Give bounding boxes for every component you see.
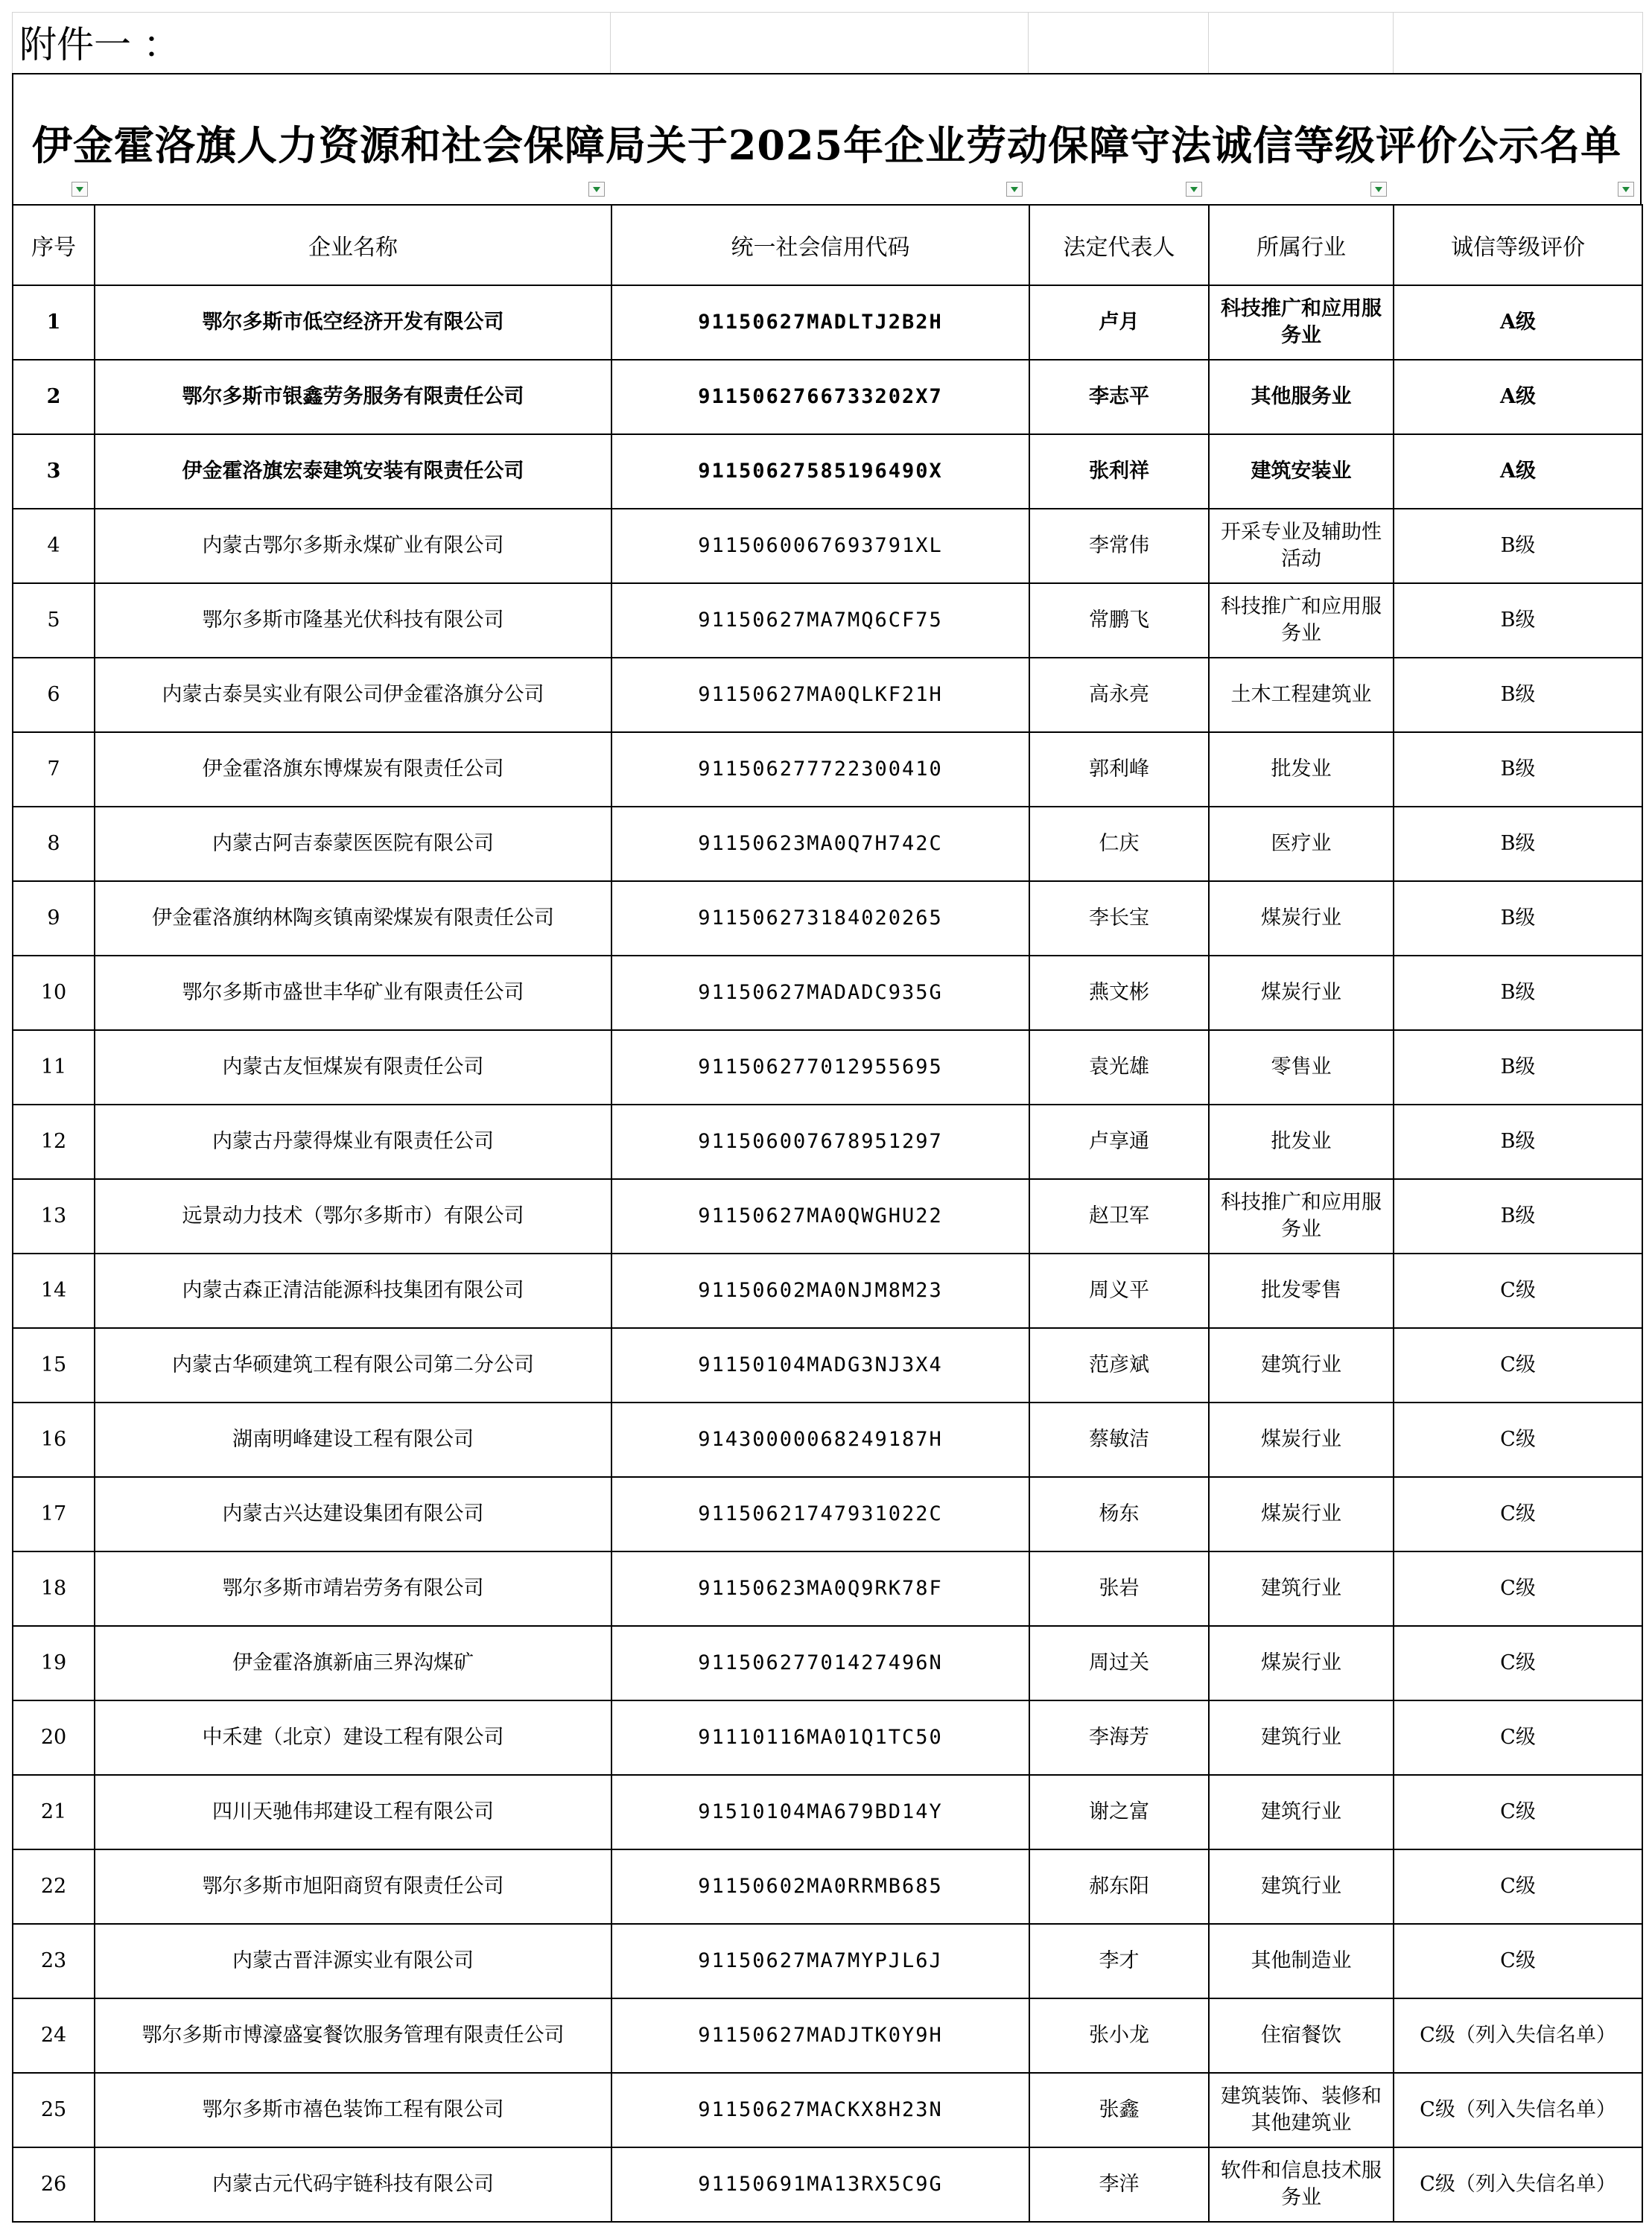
cell-legal-rep: 李常伟 bbox=[1029, 509, 1209, 583]
cell-company-name: 远景动力技术（鄂尔多斯市）有限公司 bbox=[95, 1179, 611, 1254]
cell-no: 11 bbox=[13, 1030, 95, 1105]
cell-credit-code: 91150627MA0QLKF21H bbox=[611, 658, 1029, 732]
cell-legal-rep: 卢享通 bbox=[1029, 1105, 1209, 1179]
column-header-industry: 所属行业 bbox=[1209, 205, 1394, 285]
credit-rating-table bbox=[12, 204, 1643, 2223]
cell-company-name: 内蒙古森正清洁能源科技集团有限公司 bbox=[95, 1254, 611, 1328]
cell-no: 6 bbox=[13, 658, 95, 732]
cell-no: 21 bbox=[13, 1775, 95, 1849]
table-row bbox=[13, 285, 1642, 360]
cell-grade: C级 bbox=[1394, 1477, 1642, 1551]
cell-credit-code: 91150627MA7MYPJL6J bbox=[611, 1924, 1029, 1998]
cell-no: 13 bbox=[13, 1179, 95, 1254]
cell-company-name: 伊金霍洛旗纳林陶亥镇南梁煤炭有限责任公司 bbox=[95, 881, 611, 956]
table-header-row bbox=[13, 205, 1642, 285]
cell-legal-rep: 周义平 bbox=[1029, 1254, 1209, 1328]
table-row bbox=[13, 1477, 1642, 1551]
table-row bbox=[13, 1328, 1642, 1403]
cell-industry: 住宿餐饮 bbox=[1209, 1998, 1394, 2073]
cell-grade: C级 bbox=[1394, 1775, 1642, 1849]
table-row bbox=[13, 583, 1642, 658]
table-row bbox=[13, 1551, 1642, 1626]
cell-legal-rep: 李志平 bbox=[1029, 360, 1209, 434]
cell-industry: 土木工程建筑业 bbox=[1209, 658, 1394, 732]
cell-credit-code: 91150691MA13RX5C9G bbox=[611, 2147, 1029, 2222]
cell-industry: 煤炭行业 bbox=[1209, 956, 1394, 1030]
filter-dropdown-icon[interactable] bbox=[1370, 182, 1387, 197]
cell-industry: 软件和信息技术服务业 bbox=[1209, 2147, 1394, 2222]
cell-credit-code: 911506007678951297 bbox=[611, 1105, 1029, 1179]
cell-credit-code: 91150627MADLTJ2B2H bbox=[611, 285, 1029, 360]
filter-dropdown-icon[interactable] bbox=[588, 182, 605, 197]
cell-grade: B级 bbox=[1394, 509, 1642, 583]
cell-industry: 煤炭行业 bbox=[1209, 1403, 1394, 1477]
cell-company-name: 内蒙古阿吉泰蒙医医院有限公司 bbox=[95, 807, 611, 881]
cell-legal-rep: 范彦斌 bbox=[1029, 1328, 1209, 1403]
cell-no: 18 bbox=[13, 1551, 95, 1626]
cell-company-name: 伊金霍洛旗新庙三界沟煤矿 bbox=[95, 1626, 611, 1700]
cell-company-name: 鄂尔多斯市靖岩劳务有限公司 bbox=[95, 1551, 611, 1626]
cell-credit-code: 91150627701427496N bbox=[611, 1626, 1029, 1700]
cell-grade: B级 bbox=[1394, 807, 1642, 881]
cell-industry: 开采专业及辅助性活动 bbox=[1209, 509, 1394, 583]
cell-no: 1 bbox=[13, 285, 95, 360]
cell-industry: 医疗业 bbox=[1209, 807, 1394, 881]
cell-no: 16 bbox=[13, 1403, 95, 1477]
table-row bbox=[13, 434, 1642, 509]
table-row bbox=[13, 1030, 1642, 1105]
cell-legal-rep: 李长宝 bbox=[1029, 881, 1209, 956]
table-row bbox=[13, 509, 1642, 583]
table-row bbox=[13, 1105, 1642, 1179]
cell-grade: C级（列入失信名单） bbox=[1394, 2147, 1642, 2222]
cell-company-name: 内蒙古友恒煤炭有限责任公司 bbox=[95, 1030, 611, 1105]
cell-industry: 煤炭行业 bbox=[1209, 1626, 1394, 1700]
cell-no: 17 bbox=[13, 1477, 95, 1551]
filter-dropdown-icon[interactable] bbox=[72, 182, 88, 197]
cell-company-name: 内蒙古兴达建设集团有限公司 bbox=[95, 1477, 611, 1551]
cell-credit-code: 9115062766733202X7 bbox=[611, 360, 1029, 434]
cell-no: 10 bbox=[13, 956, 95, 1030]
cell-grade: B级 bbox=[1394, 732, 1642, 807]
cell-industry: 建筑安装业 bbox=[1209, 434, 1394, 509]
cell-legal-rep: 常鹏飞 bbox=[1029, 583, 1209, 658]
sheet-gridlines bbox=[12, 12, 1643, 73]
cell-grade: A级 bbox=[1394, 285, 1642, 360]
cell-industry: 其他服务业 bbox=[1209, 360, 1394, 434]
cell-legal-rep: 赵卫军 bbox=[1029, 1179, 1209, 1254]
table-row bbox=[13, 1849, 1642, 1924]
filter-dropdown-icon[interactable] bbox=[1618, 182, 1634, 197]
cell-credit-code: 91150621747931022C bbox=[611, 1477, 1029, 1551]
cell-no: 7 bbox=[13, 732, 95, 807]
table-row bbox=[13, 1626, 1642, 1700]
cell-company-name: 鄂尔多斯市银鑫劳务服务有限责任公司 bbox=[95, 360, 611, 434]
cell-credit-code: 91150627MA7MQ6CF75 bbox=[611, 583, 1029, 658]
cell-legal-rep: 卢月 bbox=[1029, 285, 1209, 360]
cell-credit-code: 91150104MADG3NJ3X4 bbox=[611, 1328, 1029, 1403]
column-header-no: 序号 bbox=[13, 205, 95, 285]
cell-grade: C级（列入失信名单） bbox=[1394, 2073, 1642, 2147]
table-row bbox=[13, 956, 1642, 1030]
cell-no: 23 bbox=[13, 1924, 95, 1998]
cell-legal-rep: 郭利峰 bbox=[1029, 732, 1209, 807]
cell-legal-rep: 杨东 bbox=[1029, 1477, 1209, 1551]
cell-industry: 科技推广和应用服务业 bbox=[1209, 583, 1394, 658]
cell-grade: B级 bbox=[1394, 658, 1642, 732]
cell-grade: C级 bbox=[1394, 1328, 1642, 1403]
cell-industry: 其他制造业 bbox=[1209, 1924, 1394, 1998]
cell-industry: 批发业 bbox=[1209, 732, 1394, 807]
cell-legal-rep: 郝东阳 bbox=[1029, 1849, 1209, 1924]
cell-legal-rep: 高永亮 bbox=[1029, 658, 1209, 732]
cell-legal-rep: 李海芳 bbox=[1029, 1700, 1209, 1775]
cell-company-name: 内蒙古泰昊实业有限公司伊金霍洛旗分公司 bbox=[95, 658, 611, 732]
cell-industry: 建筑行业 bbox=[1209, 1700, 1394, 1775]
cell-industry: 煤炭行业 bbox=[1209, 1477, 1394, 1551]
table-row bbox=[13, 1254, 1642, 1328]
document-title: 伊金霍洛旗人力资源和社会保障局关于2025年企业劳动保障守法诚信等级评价公示名单 bbox=[31, 121, 1622, 169]
cell-industry: 批发零售 bbox=[1209, 1254, 1394, 1328]
cell-credit-code: 911506273184020265 bbox=[611, 881, 1029, 956]
table-row bbox=[13, 1924, 1642, 1998]
cell-no: 22 bbox=[13, 1849, 95, 1924]
cell-no: 26 bbox=[13, 2147, 95, 2222]
cell-legal-rep: 燕文彬 bbox=[1029, 956, 1209, 1030]
cell-credit-code: 91150627MACKX8H23N bbox=[611, 2073, 1029, 2147]
cell-industry: 批发业 bbox=[1209, 1105, 1394, 1179]
cell-no: 2 bbox=[13, 360, 95, 434]
cell-company-name: 鄂尔多斯市禧色装饰工程有限公司 bbox=[95, 2073, 611, 2147]
cell-no: 15 bbox=[13, 1328, 95, 1403]
cell-no: 8 bbox=[13, 807, 95, 881]
cell-industry: 煤炭行业 bbox=[1209, 881, 1394, 956]
cell-legal-rep: 张鑫 bbox=[1029, 2073, 1209, 2147]
table-row bbox=[13, 881, 1642, 956]
cell-credit-code: 91430000068249187H bbox=[611, 1403, 1029, 1477]
cell-grade: A级 bbox=[1394, 434, 1642, 509]
cell-grade: A级 bbox=[1394, 360, 1642, 434]
cell-grade: B级 bbox=[1394, 956, 1642, 1030]
cell-grade: B级 bbox=[1394, 1030, 1642, 1105]
table-row bbox=[13, 732, 1642, 807]
cell-no: 9 bbox=[13, 881, 95, 956]
cell-industry: 建筑行业 bbox=[1209, 1328, 1394, 1403]
cell-credit-code: 91150623MA0Q7H742C bbox=[611, 807, 1029, 881]
cell-grade: C级 bbox=[1394, 1551, 1642, 1626]
cell-company-name: 内蒙古元代码宇链科技有限公司 bbox=[95, 2147, 611, 2222]
cell-legal-rep: 谢之富 bbox=[1029, 1775, 1209, 1849]
cell-no: 19 bbox=[13, 1626, 95, 1700]
table-row bbox=[13, 2147, 1642, 2222]
cell-industry: 建筑装饰、装修和其他建筑业 bbox=[1209, 2073, 1394, 2147]
cell-grade: C级 bbox=[1394, 1403, 1642, 1477]
cell-no: 20 bbox=[13, 1700, 95, 1775]
cell-company-name: 鄂尔多斯市低空经济开发有限公司 bbox=[95, 285, 611, 360]
cell-credit-code: 91150627MA0QWGHU22 bbox=[611, 1179, 1029, 1254]
table-row bbox=[13, 1403, 1642, 1477]
cell-company-name: 湖南明峰建设工程有限公司 bbox=[95, 1403, 611, 1477]
cell-grade: B级 bbox=[1394, 1105, 1642, 1179]
table-row bbox=[13, 807, 1642, 881]
cell-no: 5 bbox=[13, 583, 95, 658]
cell-no: 4 bbox=[13, 509, 95, 583]
table-row bbox=[13, 1179, 1642, 1254]
cell-company-name: 伊金霍洛旗宏泰建筑安装有限责任公司 bbox=[95, 434, 611, 509]
column-header-company: 企业名称 bbox=[95, 205, 611, 285]
cell-credit-code: 91110116MA01Q1TC50 bbox=[611, 1700, 1029, 1775]
cell-no: 3 bbox=[13, 434, 95, 509]
cell-legal-rep: 张岩 bbox=[1029, 1551, 1209, 1626]
cell-credit-code: 91150627585196490X bbox=[611, 434, 1029, 509]
cell-company-name: 内蒙古晋沣源实业有限公司 bbox=[95, 1924, 611, 1998]
table-row bbox=[13, 658, 1642, 732]
table-row bbox=[13, 1700, 1642, 1775]
cell-credit-code: 911506277012955695 bbox=[611, 1030, 1029, 1105]
column-header-legal-rep: 法定代表人 bbox=[1029, 205, 1209, 285]
cell-grade: B级 bbox=[1394, 583, 1642, 658]
table-body bbox=[13, 285, 1642, 2222]
filter-dropdown-icon[interactable] bbox=[1186, 182, 1202, 197]
cell-company-name: 四川天驰伟邦建设工程有限公司 bbox=[95, 1775, 611, 1849]
cell-legal-rep: 张小龙 bbox=[1029, 1998, 1209, 2073]
cell-credit-code: 91150602MA0RRMB685 bbox=[611, 1849, 1029, 1924]
cell-company-name: 鄂尔多斯市隆基光伏科技有限公司 bbox=[95, 583, 611, 658]
cell-no: 14 bbox=[13, 1254, 95, 1328]
annex-label: 附件一 ： bbox=[19, 23, 180, 66]
cell-company-name: 内蒙古鄂尔多斯永煤矿业有限公司 bbox=[95, 509, 611, 583]
table-row bbox=[13, 1775, 1642, 1849]
cell-grade: C级（列入失信名单） bbox=[1394, 1998, 1642, 2073]
cell-credit-code: 91510104MA679BD14Y bbox=[611, 1775, 1029, 1849]
cell-industry: 建筑行业 bbox=[1209, 1551, 1394, 1626]
cell-legal-rep: 李才 bbox=[1029, 1924, 1209, 1998]
column-header-grade: 诚信等级评价 bbox=[1394, 205, 1642, 285]
cell-legal-rep: 李洋 bbox=[1029, 2147, 1209, 2222]
cell-industry: 零售业 bbox=[1209, 1030, 1394, 1105]
cell-legal-rep: 张利祥 bbox=[1029, 434, 1209, 509]
cell-no: 12 bbox=[13, 1105, 95, 1179]
cell-company-name: 内蒙古华硕建筑工程有限公司第二分公司 bbox=[95, 1328, 611, 1403]
cell-industry: 科技推广和应用服务业 bbox=[1209, 1179, 1394, 1254]
cell-company-name: 伊金霍洛旗东博煤炭有限责任公司 bbox=[95, 732, 611, 807]
cell-grade: C级 bbox=[1394, 1254, 1642, 1328]
cell-industry: 科技推广和应用服务业 bbox=[1209, 285, 1394, 360]
cell-no: 24 bbox=[13, 1998, 95, 2073]
cell-credit-code: 911506277722300410 bbox=[611, 732, 1029, 807]
cell-legal-rep: 周过关 bbox=[1029, 1626, 1209, 1700]
cell-credit-code: 91150627MADADC935G bbox=[611, 956, 1029, 1030]
cell-credit-code: 91150627MADJTK0Y9H bbox=[611, 1998, 1029, 2073]
table-row bbox=[13, 2073, 1642, 2147]
cell-company-name: 鄂尔多斯市博濠盛宴餐饮服务管理有限责任公司 bbox=[95, 1998, 611, 2073]
cell-legal-rep: 袁光雄 bbox=[1029, 1030, 1209, 1105]
title-box bbox=[12, 73, 1642, 204]
cell-industry: 建筑行业 bbox=[1209, 1775, 1394, 1849]
cell-company-name: 中禾建（北京）建设工程有限公司 bbox=[95, 1700, 611, 1775]
cell-grade: B级 bbox=[1394, 881, 1642, 956]
cell-legal-rep: 仁庆 bbox=[1029, 807, 1209, 881]
cell-grade: C级 bbox=[1394, 1626, 1642, 1700]
cell-company-name: 鄂尔多斯市旭阳商贸有限责任公司 bbox=[95, 1849, 611, 1924]
cell-industry: 建筑行业 bbox=[1209, 1849, 1394, 1924]
cell-no: 25 bbox=[13, 2073, 95, 2147]
cell-grade: C级 bbox=[1394, 1700, 1642, 1775]
cell-company-name: 内蒙古丹蒙得煤业有限责任公司 bbox=[95, 1105, 611, 1179]
cell-credit-code: 9115060067693791XL bbox=[611, 509, 1029, 583]
cell-grade: C级 bbox=[1394, 1924, 1642, 1998]
cell-legal-rep: 蔡敏洁 bbox=[1029, 1403, 1209, 1477]
cell-credit-code: 91150602MA0NJM8M23 bbox=[611, 1254, 1029, 1328]
cell-grade: B级 bbox=[1394, 1179, 1642, 1254]
column-header-credit-code: 统一社会信用代码 bbox=[611, 205, 1029, 285]
cell-company-name: 鄂尔多斯市盛世丰华矿业有限责任公司 bbox=[95, 956, 611, 1030]
table-row bbox=[13, 360, 1642, 434]
table-row bbox=[13, 1998, 1642, 2073]
filter-dropdown-icon[interactable] bbox=[1006, 182, 1023, 197]
cell-credit-code: 91150623MA0Q9RK78F bbox=[611, 1551, 1029, 1626]
cell-grade: C级 bbox=[1394, 1849, 1642, 1924]
